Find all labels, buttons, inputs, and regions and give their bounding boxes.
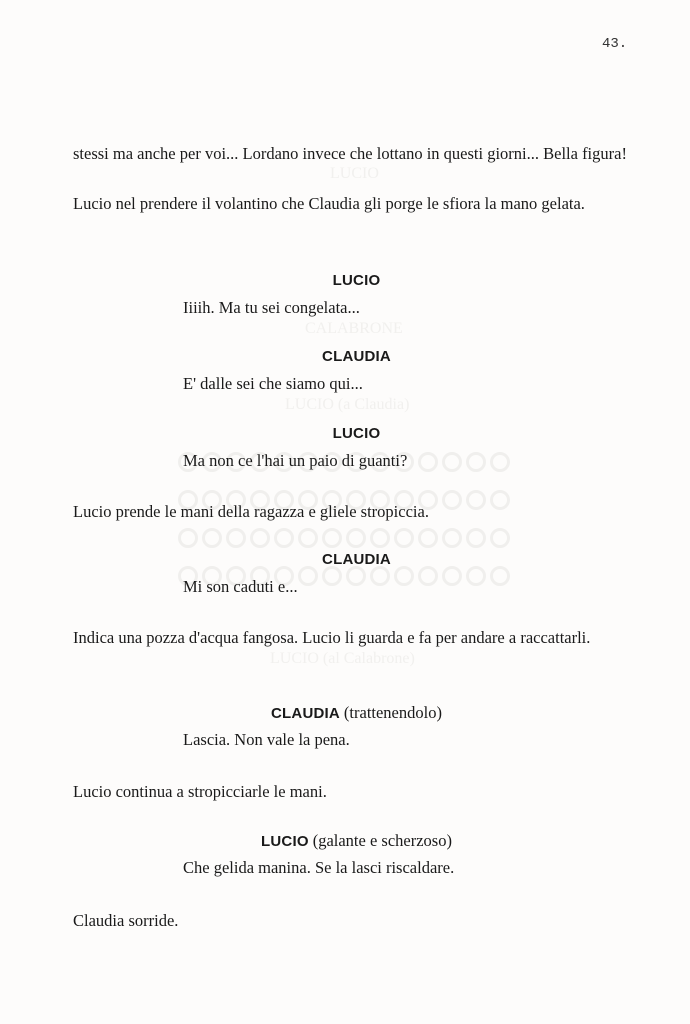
watermark-dot — [466, 528, 486, 548]
stage-direction: (trattenendolo) — [343, 703, 442, 722]
action-paragraph-volantino: Lucio nel prendere il volantino che Claudia gli porge le sfiora la mano gelata. — [73, 194, 585, 213]
show-through-text: LUCIO (a Claudia) — [285, 396, 410, 413]
watermark-dot — [226, 528, 246, 548]
dialogue-line: Lascia. Non vale la pena. — [183, 730, 350, 749]
watermark-dot — [442, 528, 462, 548]
show-through-text: LUCIO — [330, 165, 379, 182]
watermark-dot — [250, 528, 270, 548]
speaker-heading — [73, 423, 640, 445]
speaker-heading — [73, 549, 640, 571]
watermark-dot — [274, 528, 294, 548]
show-through-text: CALABRONE — [305, 320, 403, 337]
speaker-name: CLAUDIA — [322, 348, 391, 365]
watermark-dot — [178, 528, 198, 548]
speaker-name: LUCIO — [261, 833, 309, 850]
stage-direction: (galante e scherzoso) — [312, 831, 452, 850]
action-paragraph-pozza: Indica una pozza d'acqua fangosa. Lucio li guarda e fa per andare a raccattarli. — [73, 628, 591, 647]
action-paragraph-opening: stessi ma anche per voi... Lordano invece che lottano in questi giorni... Bella figura! — [73, 144, 627, 163]
speaker-heading — [73, 830, 640, 853]
speaker-name: CLAUDIA — [322, 551, 391, 568]
speaker-heading — [73, 702, 640, 725]
watermark-dot — [394, 528, 414, 548]
action-paragraph-stropicciare: Lucio continua a stropicciarle le mani. — [73, 782, 327, 801]
watermark-dot — [322, 528, 342, 548]
action-paragraph-hands: Lucio prende le mani della ragazza e gliele stropiccia. — [73, 502, 429, 521]
dialogue-line: Mi son caduti e... — [183, 577, 298, 596]
action-paragraph-sorride: Claudia sorride. — [73, 911, 179, 930]
dialogue-line: E' dalle sei che siamo qui... — [183, 374, 363, 393]
speaker-heading — [73, 270, 640, 292]
dialogue-line: Iiiih. Ma tu sei congelata... — [183, 298, 360, 317]
watermark-dot — [298, 528, 318, 548]
show-through-text: LUCIO (al Calabrone) — [270, 650, 415, 667]
watermark-row — [178, 528, 522, 548]
speaker-name: CLAUDIA — [271, 705, 340, 722]
watermark-dot — [370, 528, 390, 548]
page-number: 43. — [602, 36, 628, 52]
speaker-heading — [73, 346, 640, 368]
watermark-dot — [202, 528, 222, 548]
watermark-dot — [490, 528, 510, 548]
watermark-dot — [346, 528, 366, 548]
speaker-name: LUCIO — [332, 425, 381, 442]
dialogue-line: Ma non ce l'hai un paio di guanti? — [183, 451, 408, 470]
speaker-name: LUCIO — [332, 272, 381, 289]
watermark-dot — [418, 528, 438, 548]
dialogue-line: Che gelida manina. Se la lasci riscaldare. — [183, 858, 455, 877]
